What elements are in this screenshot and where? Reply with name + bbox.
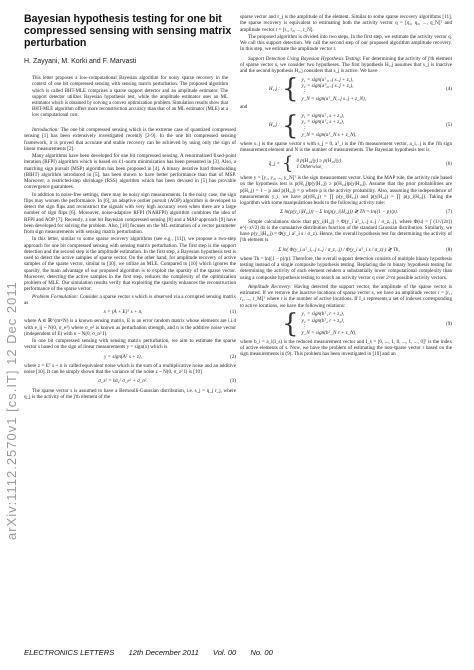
equation-number: (7) (446, 209, 452, 216)
decision-cases (296, 158, 438, 171)
formulation-paragraph-2: where A ∈ ℝ^(m×N) is a known sensing matrix, E is an error random matrix whose elements are i.i.d with e_ij ~ N(0, σ_e²) where σ_e² is known as perturbation strength, and n is the additive noise vector (independent of E) with n ~ N(0, σ_n² I). (24, 318, 236, 337)
equation-body: x = (A + E)ᵀ s + n, (103, 309, 143, 316)
detection-text: For determining the activity of j'th element of sparse vector s, we consider two hypotheses. The first hypothesis H₁,j assumes that s_j is inactive and the second hypothesis H₂,j considers that s_j is active. We have (240, 55, 452, 74)
equation-row: ⋮ (301, 89, 307, 96)
detection-paragraph-5: where Th = ln((1 − p)/p). Therefore, the overall support detection consists of multiple binary hypothesis testing instead of a single composite hypothesis testing. Replacing the m binary hypothesis testing for determining the activity of each element renders a substantially lower computational complexity than using a composite hypothesis testing to search an activity vector q over 2^m possible activity vectors. (240, 255, 452, 281)
section-heading-problem-formulation: Problem Formulation: (32, 293, 79, 300)
equation-row: y₁ = sign(bᵀ₁ r + z₁), (301, 311, 344, 318)
right-paragraph-2: The proposed algorithm is divided into two steps. In the first step, we estimate the activity vector q. We call this support detection. We call the second step of our proposed algorithm amplitude recovery. In this step, we estimate the amplitude vector r. (240, 33, 452, 53)
equation-7 (240, 209, 452, 215)
right-paragraph-1: sparse vector and r_j is the amplitude of the element. Similar to some sparse recovery algorithms [11], the sparse recovery is equivalent to estimating both the activity vector q = [q₁, q₂, ..., q_N]ᵀ and amplitude vector r = [r₁, r₂, ..., r_N]. (240, 14, 452, 33)
equation-row: y₂ = sign(aᵀ₂ s + z₂), (301, 119, 344, 126)
right-column (240, 14, 452, 359)
equation-body: Σ ln(p(y_i|H₁,j)) − Σ ln(p(y_i|H₂,j)) ≷ Th = ln((1 − p)/p). (280, 209, 398, 216)
equation-row: y₂ = sign(aᵀ₂,₋j s₋j + z₂), (301, 83, 354, 89)
equation-number: (6) (446, 160, 452, 167)
amplitude-text: Having detected the support vector, the amplitude of the sparse vector is estimated. If we remove the inactive locations of sparse vector s, we have an amplitude vector r = [r₁, r₂, ..., r_M]ᵀ where r is the number of active locations. If I_s represents a set of indexes corresponding to active locations, we have the following relations: (240, 283, 452, 309)
hypothesis-rows (302, 113, 438, 138)
amplitude-paragraph (240, 284, 452, 309)
section-heading-support-detection: Support Detection Using Bayesian Hypothesis Testing: (248, 55, 362, 62)
equation-row: y_N = sign(aᵀ_N,₋j s₋j + z_N), (301, 95, 366, 102)
equation-body: σ_z² = ‖s‖₂² σ_e² + σ_n². (98, 378, 148, 385)
page-footer (24, 648, 444, 657)
equation-number: (8) (446, 246, 452, 253)
and-text: and (240, 104, 248, 111)
arxiv-watermark: arXiv:1112.2570v1 [cs.IT] 12 Dec 2011 (4, 281, 19, 540)
left-brace-icon: { (282, 308, 299, 339)
equation-row: ⋮ (301, 125, 307, 132)
intro-text: The one bit compressed sensing which is the extreme case of quantized compressed sensing [1] has been extensively investigated recently [2-9]. In the one bit compressed sensing framework, it is proved that accurate and stable recovery can be achieved by using only the sign of linear measurements [2]. (24, 127, 236, 152)
left-brace-icon: { (282, 110, 299, 141)
hypothesis-label: H₁,j : (268, 86, 280, 93)
left-brace-icon: { (282, 153, 294, 174)
formulation-text: Consider a sparse vector s which is observed via a corrupted sensing matrix as (24, 293, 237, 306)
left-brace-icon: { (282, 74, 299, 105)
equation-1 (24, 309, 236, 315)
section-heading-introduction: Introduction: (32, 127, 59, 134)
intro-paragraph-2: Many algorithms have been developed for one bit compressed sensing. A renormalized fixed-point iteration (RFPI) algorithm which is based on ℓ1-norm minimization has been presented in [3]. Also, a matching sign pursuit (MSP) algorithm has been proposed in [4]. A binary iterative hard thresholding (BIHT) algorithm introduced in [5], has been shown to have better performance than that of MSP. Moreover, a restricted-step shrinkage (RSS) algorithm which has been devised in [5] has provable convergence guarantees. (24, 153, 236, 191)
equation-2 (24, 354, 236, 360)
equation-4 (240, 74, 452, 105)
abstract: This letter proposes a low-computational Bayesian algorithm for noisy sparse recovery in the context of one bit compressed sensing with sensing matrix perturbation. The proposed algorithm which is called BHT-MLE comprises a sparse support detector and an amplitude estimator. The support detector utilizes Bayesian hypothesis test, while the amplitude estimator uses an ML estimator which is obtained by solving a convex optimization problem. Simulation results show that BHT-MLE algorithm offers more reconstruction accuracy than that of an ML estimator (MLE) at a low computational cost. (32, 76, 228, 118)
author-list: H. Zayyani, M. Korki and F. Marvasti (24, 58, 137, 66)
detection-paragraph-3: where y = [y₁, y₂, ..., y_N]ᵀ is the sign measurement vector. Using the MAP rule, the activity rule based on the hypothesis test is p(H₁,j)p(y|H₁,j) ≥ p(H₂,j)p(y|H₂,j). Assume that the prior probabilities are p(H₁,j) = 1 − p and p(H₂,j) = p where p is the activity probability. Also, assuming the independence of measurements y_i, we have p(y|H₁,j) = ∏ p(y_i|H₁,j) and p(y|H₂,j) = ∏ p(y_i|H₂,j). Taking the logarithm with some manipulations leads to the following activity rule: (240, 175, 452, 206)
equation-row: y₂ = sign(bᵀ₂ r + z₂), (301, 317, 344, 324)
equation-row: y₁ = sign(aᵀ₁ s + z₁), (301, 113, 344, 119)
equation-number: (2) (230, 353, 236, 360)
equation-number: (9) (446, 320, 452, 327)
equation-6 (240, 155, 452, 173)
left-column (24, 14, 236, 401)
equation-body: y = sign(Aᵀ s + z), (104, 353, 142, 360)
amplitude-paragraph-2: where b_i = a_i(I_s) is the reduced measurement vector and I_s = [0, ..., 1, 0, ..., 1, ..., 0]ᵀ is the index of active elements of s. Now, we have the problem of estimating the non-sparse vector r based on the sign measurements in (9). This problem has been investigated in [10] and an (240, 338, 452, 358)
hypothesis-label: H₂,j : (268, 122, 280, 129)
equation-number: (3) (230, 378, 236, 385)
formulation-paragraph-5: The sparse vector s is assumed to have a Bernoulli-Gaussian distribution, i.e. s_j = q_j r_j, where q_j is the activity of the j'th element of the (24, 387, 236, 400)
equation-row: 1 Otherwise, (296, 164, 323, 170)
equation-3 (24, 378, 236, 384)
issue-number: No. 00 (250, 648, 273, 657)
detection-paragraph (240, 56, 452, 75)
intro-paragraph-3: In addition to noise-free settings, there may be noisy sign measurements. In the noisy case, the sign flips may worsen the performance. In [6], an adaptive outlier pursuit (AOP) algorithm is developed to detect the sign flips and reconstruct the signals with very high accuracy even when there are a large number of sign flips [6]. Moreover, noise-adaptive RFPI (NARFPI) algorithm combines the idea of RFPI and AOP [7]. Recently, a one bit Bayesian compressed sensing [8] and a MAP approach [9] have been developed for solving the problem. Also, [10] focuses on the ML estimation of a vector parameter from sign measurements with sensing matrix perturbation. (24, 191, 236, 236)
issue-date: 12th December 2011 (128, 648, 199, 657)
equation-row: y_N = sign(aᵀ_N s + z_N), (301, 131, 357, 138)
journal-name: ELECTRONICS LETTERS (24, 648, 115, 657)
detection-paragraph-2: where s₋j is the sparse vector s with s_j = 0, aᵀ_i is the i'th measurement vector, a_i,₋j is the i'th sign measurement element and N is the number of measurements. The Bayesian hypothesis test is (240, 140, 452, 153)
equation-body: Σ ln( Φ(y_i aᵀ_i,₋j s₋j / σ_z,₋j) / Φ(y_i aᵀ_i s / σ_z) ) ≷ Th, (278, 246, 400, 253)
formulation-paragraph-3: In one bit compressed sensing with sensing matrix perturbation, we aim to estimate the sparse vector s based on the sign of linear measurements y = sign(x) which is (24, 338, 236, 351)
equation-row: y₁ = sign(aᵀ₁,₋j s₋j + z₁), (301, 76, 354, 83)
paper-title: Bayesian hypothesis testing for one bit compressed sensing with sensing matrix perturbation (24, 13, 232, 49)
volume-number: Vol. 00 (212, 648, 237, 657)
equation-number: (4) (446, 86, 452, 93)
equation-8 (240, 247, 452, 253)
intro-paragraph-4: In this letter, similar to some sparse recovery algorithms (see e.g., [11]), we propose a two-step approach for one bit compressed sensing with sensing matrix perturbation. The first step is the support detection and the second step is the amplitude estimation. In the first step, a Bayesian hypothesis test is used to detect the active samples of sparse vector. On the other hand, for amplitude recovery of active samples of the sparse vector, similar to [10], we utilize an MLE. Compared to [10] which ignores the sparsity, the main advantage of our proposed algorithm is to exploit the sparsity of the sparse vector. Moreover, detecting the active samples in the first step, reduces the complexity of the optimization problem of MLE. Our simulation results verify that exploiting the sparsity enhances the reconstruction performance of the sparse vector. (24, 236, 236, 293)
equation-row: y_N = sign(bᵀ_N r + z_N), (301, 330, 357, 336)
equation-row: ⋮ (301, 323, 307, 330)
reduced-measurement-rows (302, 311, 438, 336)
hypothesis-rows (302, 77, 438, 102)
detection-paragraph-4: Simple calculations show that p(y_i|H₁,j) = Φ(y_i aᵀ_i,₋j s₋j / σ_z,₋j), where Φ(u) = ∫ (1/√(2π)) e^(−x²/2) dx is the cumulative distribution function of the standard Gaussian distribution. Similarly, we have p(y_i|H₂,j) = Φ(y_i aᵀ_i s / σ_z). Hence, the overall hypothesis test for determining the activity of j'th element is (240, 218, 452, 244)
decision-label: q̂_j = (268, 160, 280, 167)
equation-number: (5) (446, 122, 452, 129)
equation-5 (240, 110, 452, 141)
intro-paragraph (24, 127, 236, 152)
equation-9 (240, 308, 452, 339)
equation-number: (1) (230, 309, 236, 316)
formulation-paragraph (24, 294, 236, 307)
section-heading-amplitude-recovery: Amplitude Recovery: (248, 283, 292, 290)
formulation-paragraph-4: where z = Eᵀ s + n is called equivalent noise which is the sum of a multiplicative noise and an additive noise [10]. It can be simply shown that the variance of the noise z ~ N(0, σ_z² I) is [10] (24, 362, 236, 376)
equation-row: 0 p(H₁,j|y) ≥ p(H₂,j|y) (296, 157, 342, 164)
